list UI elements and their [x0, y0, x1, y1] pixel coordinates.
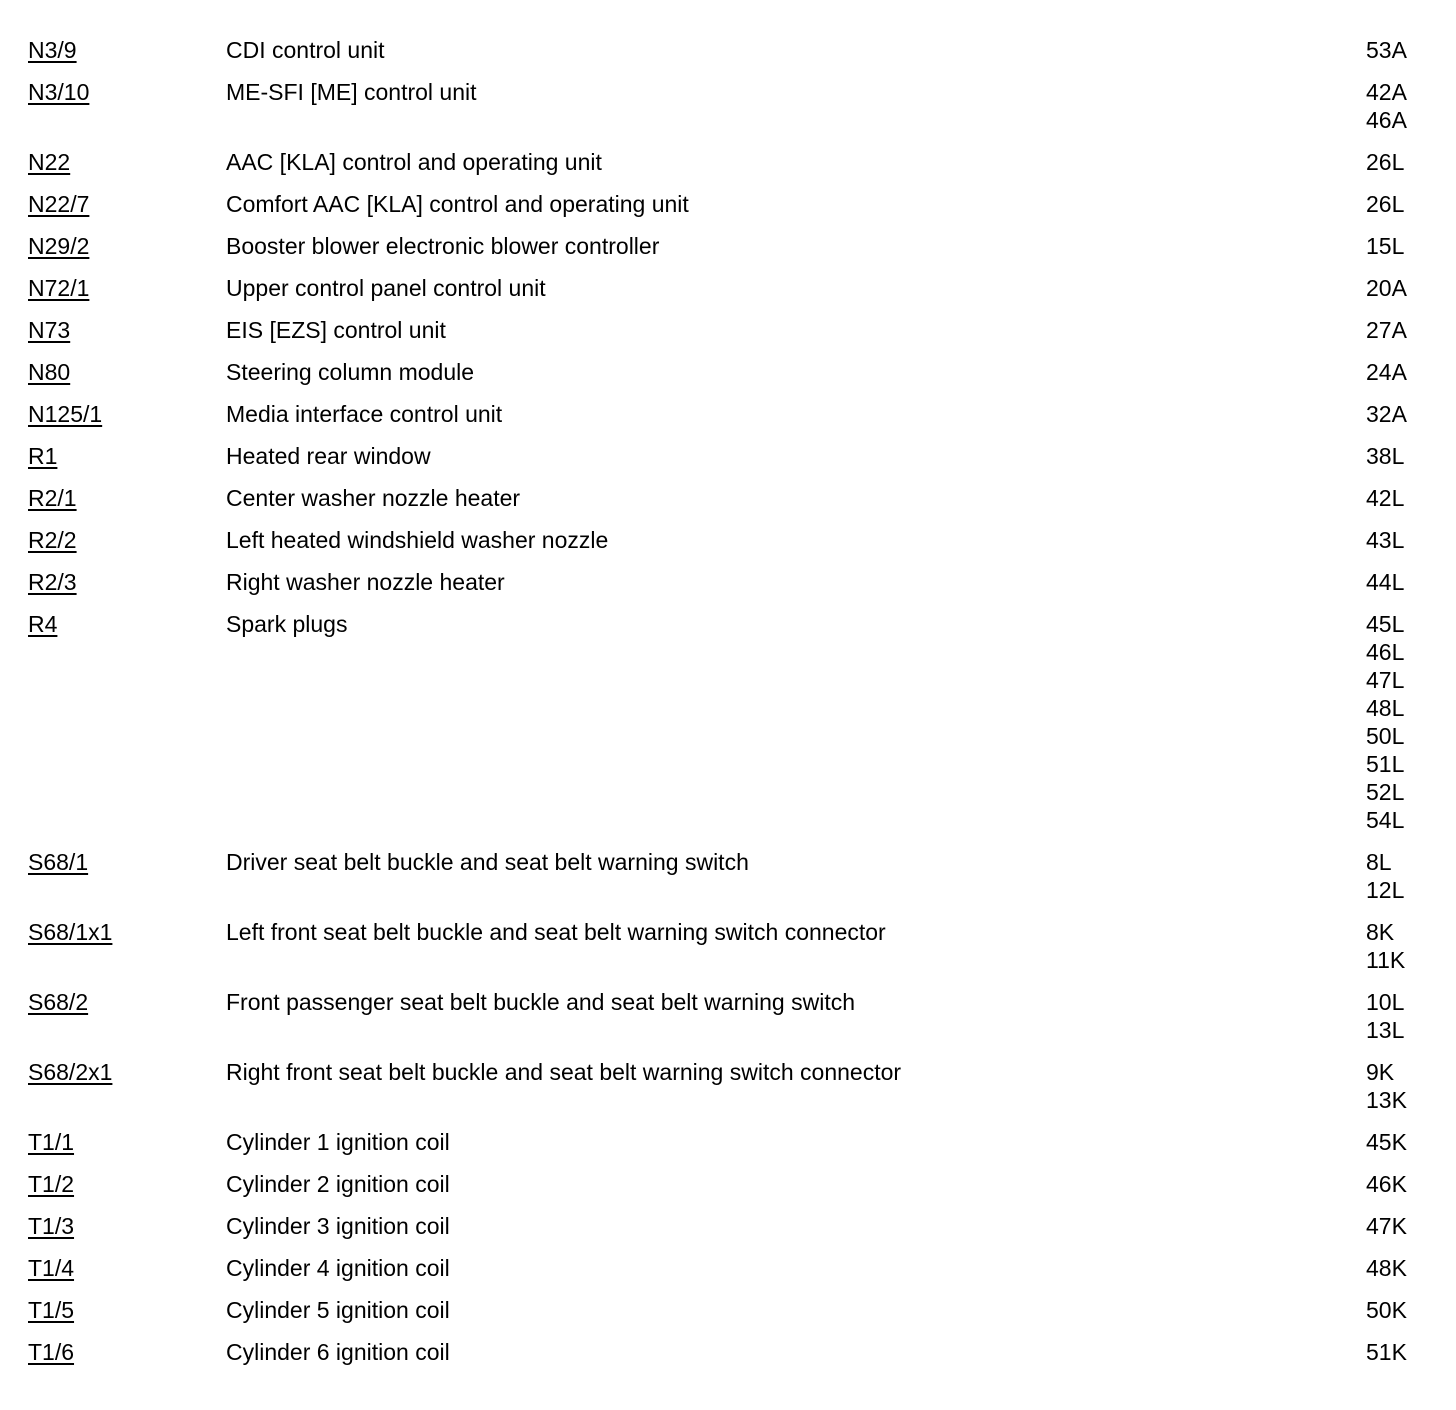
grid-reference: 38L: [1366, 443, 1405, 469]
legend-row: [0, 400, 1456, 428]
grid-reference: 46K: [1366, 1171, 1407, 1197]
grid-reference: 11K: [1366, 947, 1406, 973]
component-code-link[interactable]: T1/5: [28, 1297, 75, 1323]
component-code-link[interactable]: N72/1: [28, 275, 90, 301]
grid-reference: 53A: [1366, 37, 1407, 63]
legend-row: [0, 988, 1456, 1044]
legend-row: [0, 316, 1456, 344]
grid-reference: 48K: [1366, 1255, 1407, 1281]
legend-row: [0, 1296, 1456, 1324]
component-description: Media interface control unit: [226, 401, 503, 427]
grid-reference: 54L: [1366, 807, 1405, 833]
grid-reference: 42L: [1366, 485, 1405, 511]
grid-reference: 45K: [1366, 1129, 1407, 1155]
legend-row: [0, 526, 1456, 554]
grid-reference: 46L: [1366, 639, 1405, 665]
grid-reference-list: [1366, 316, 1456, 344]
component-code-link[interactable]: R2/1: [28, 485, 77, 511]
component-code-link[interactable]: N3/10: [28, 79, 90, 105]
grid-reference: 15L: [1366, 233, 1405, 259]
grid-reference-list: [1366, 848, 1456, 904]
grid-reference: 44L: [1366, 569, 1405, 595]
grid-reference: 43L: [1366, 527, 1405, 553]
legend-row: [0, 358, 1456, 386]
grid-reference: 27A: [1366, 317, 1407, 343]
legend-row: [0, 1254, 1456, 1282]
grid-reference: 50L: [1366, 723, 1405, 749]
grid-reference: 8K: [1366, 919, 1395, 945]
grid-reference-list: [1366, 274, 1456, 302]
component-description: Spark plugs: [226, 611, 348, 637]
component-description: Cylinder 4 ignition coil: [226, 1255, 450, 1281]
component-description: Upper control panel control unit: [226, 275, 546, 301]
legend-row: [0, 442, 1456, 470]
component-description: Left front seat belt buckle and seat belt warning switch connector: [226, 919, 886, 945]
component-description: Cylinder 2 ignition coil: [226, 1171, 450, 1197]
grid-reference: 9K: [1366, 1059, 1395, 1085]
legend-row: [0, 1170, 1456, 1198]
component-description: Steering column module: [226, 359, 475, 385]
grid-reference-list: [1366, 484, 1456, 512]
legend-row: [0, 1338, 1456, 1366]
grid-reference-list: [1366, 1254, 1456, 1282]
component-description: Driver seat belt buckle and seat belt warning switch: [226, 849, 749, 875]
component-code-link[interactable]: N22: [28, 149, 71, 175]
grid-reference: 10L: [1366, 989, 1405, 1015]
component-description: Cylinder 6 ignition coil: [226, 1339, 450, 1365]
component-description: ME-SFI [ME] control unit: [226, 79, 477, 105]
legend-row: [0, 1058, 1456, 1114]
component-code-link[interactable]: R4: [28, 611, 58, 637]
legend-row: [0, 484, 1456, 512]
component-description: Left heated windshield washer nozzle: [226, 527, 609, 553]
grid-reference-list: [1366, 36, 1456, 64]
grid-reference-list: [1366, 1338, 1456, 1366]
grid-reference: 20A: [1366, 275, 1407, 301]
component-code-link[interactable]: R1: [28, 443, 58, 469]
legend-row: [0, 78, 1456, 134]
legend-row: [0, 848, 1456, 904]
component-description: Right front seat belt buckle and seat belt warning switch connector: [226, 1059, 902, 1085]
legend-row: [0, 1128, 1456, 1156]
grid-reference: 13K: [1366, 1087, 1407, 1113]
grid-reference-list: [1366, 148, 1456, 176]
grid-reference-list: [1366, 358, 1456, 386]
component-description: Comfort AAC [KLA] control and operating unit: [226, 191, 689, 217]
component-description: CDI control unit: [226, 37, 385, 63]
legend-row: [0, 918, 1456, 974]
component-code-link[interactable]: T1/4: [28, 1255, 75, 1281]
component-description: EIS [EZS] control unit: [226, 317, 446, 343]
grid-reference-list: [1366, 918, 1456, 974]
grid-reference: 26L: [1366, 149, 1405, 175]
component-code-link[interactable]: R2/3: [28, 569, 77, 595]
legend-row: [0, 190, 1456, 218]
grid-reference-list: [1366, 988, 1456, 1044]
grid-reference: 32A: [1366, 401, 1407, 427]
grid-reference: 47L: [1366, 667, 1405, 693]
grid-reference: 50K: [1366, 1297, 1407, 1323]
component-code-link[interactable]: S68/1x1: [28, 919, 113, 945]
component-description: Heated rear window: [226, 443, 431, 469]
legend-row: [0, 568, 1456, 596]
grid-reference-list: [1366, 1128, 1456, 1156]
component-description: Front passenger seat belt buckle and seat belt warning switch: [226, 989, 856, 1015]
grid-reference-list: [1366, 1170, 1456, 1198]
grid-reference-list: [1366, 568, 1456, 596]
legend-row: [0, 148, 1456, 176]
grid-reference-list: [1366, 442, 1456, 470]
grid-reference-list: [1366, 232, 1456, 260]
component-code-link[interactable]: N3/9: [28, 37, 77, 63]
grid-reference: 26L: [1366, 191, 1405, 217]
component-code-link[interactable]: T1/2: [28, 1171, 75, 1197]
grid-reference-list: [1366, 78, 1456, 134]
component-code-link[interactable]: T1/3: [28, 1213, 75, 1239]
component-description: Center washer nozzle heater: [226, 485, 521, 511]
component-code-link[interactable]: S68/1: [28, 849, 89, 875]
legend-row: [0, 1212, 1456, 1240]
grid-reference-list: [1366, 610, 1456, 834]
component-description: AAC [KLA] control and operating unit: [226, 149, 602, 175]
component-description: Cylinder 1 ignition coil: [226, 1129, 450, 1155]
component-code-link[interactable]: T1/1: [28, 1129, 75, 1155]
grid-reference: 51L: [1366, 751, 1405, 777]
grid-reference: 51K: [1366, 1339, 1407, 1365]
component-description: Cylinder 5 ignition coil: [226, 1297, 450, 1323]
grid-reference-list: [1366, 526, 1456, 554]
legend-row: [0, 36, 1456, 64]
grid-reference: 24A: [1366, 359, 1407, 385]
grid-reference: 48L: [1366, 695, 1405, 721]
grid-reference-list: [1366, 400, 1456, 428]
component-code-link[interactable]: S68/2x1: [28, 1059, 113, 1085]
grid-reference: 45L: [1366, 611, 1405, 637]
grid-reference-list: [1366, 1296, 1456, 1324]
component-code-link[interactable]: S68/2: [28, 989, 89, 1015]
grid-reference: 12L: [1366, 877, 1405, 903]
component-description: Cylinder 3 ignition coil: [226, 1213, 450, 1239]
component-code-link[interactable]: N73: [28, 317, 71, 343]
component-code-link[interactable]: N125/1: [28, 401, 103, 427]
component-description: Booster blower electronic blower controller: [226, 233, 660, 259]
grid-reference: 52L: [1366, 779, 1405, 805]
component-code-link[interactable]: R2/2: [28, 527, 77, 553]
grid-reference: 47K: [1366, 1213, 1407, 1239]
legend-row: [0, 232, 1456, 260]
grid-reference: 8L: [1366, 849, 1392, 875]
grid-reference: 42A: [1366, 79, 1407, 105]
legend-row: [0, 610, 1456, 834]
grid-reference-list: [1366, 1058, 1456, 1114]
component-code-link[interactable]: N22/7: [28, 191, 90, 217]
grid-reference: 46A: [1366, 107, 1407, 133]
grid-reference-list: [1366, 1212, 1456, 1240]
legend-row: [0, 274, 1456, 302]
component-description: Right washer nozzle heater: [226, 569, 505, 595]
grid-reference: 13L: [1366, 1017, 1405, 1043]
component-code-link[interactable]: T1/6: [28, 1339, 75, 1365]
component-code-link[interactable]: N29/2: [28, 233, 90, 259]
component-code-link[interactable]: N80: [28, 359, 71, 385]
grid-reference-list: [1366, 190, 1456, 218]
